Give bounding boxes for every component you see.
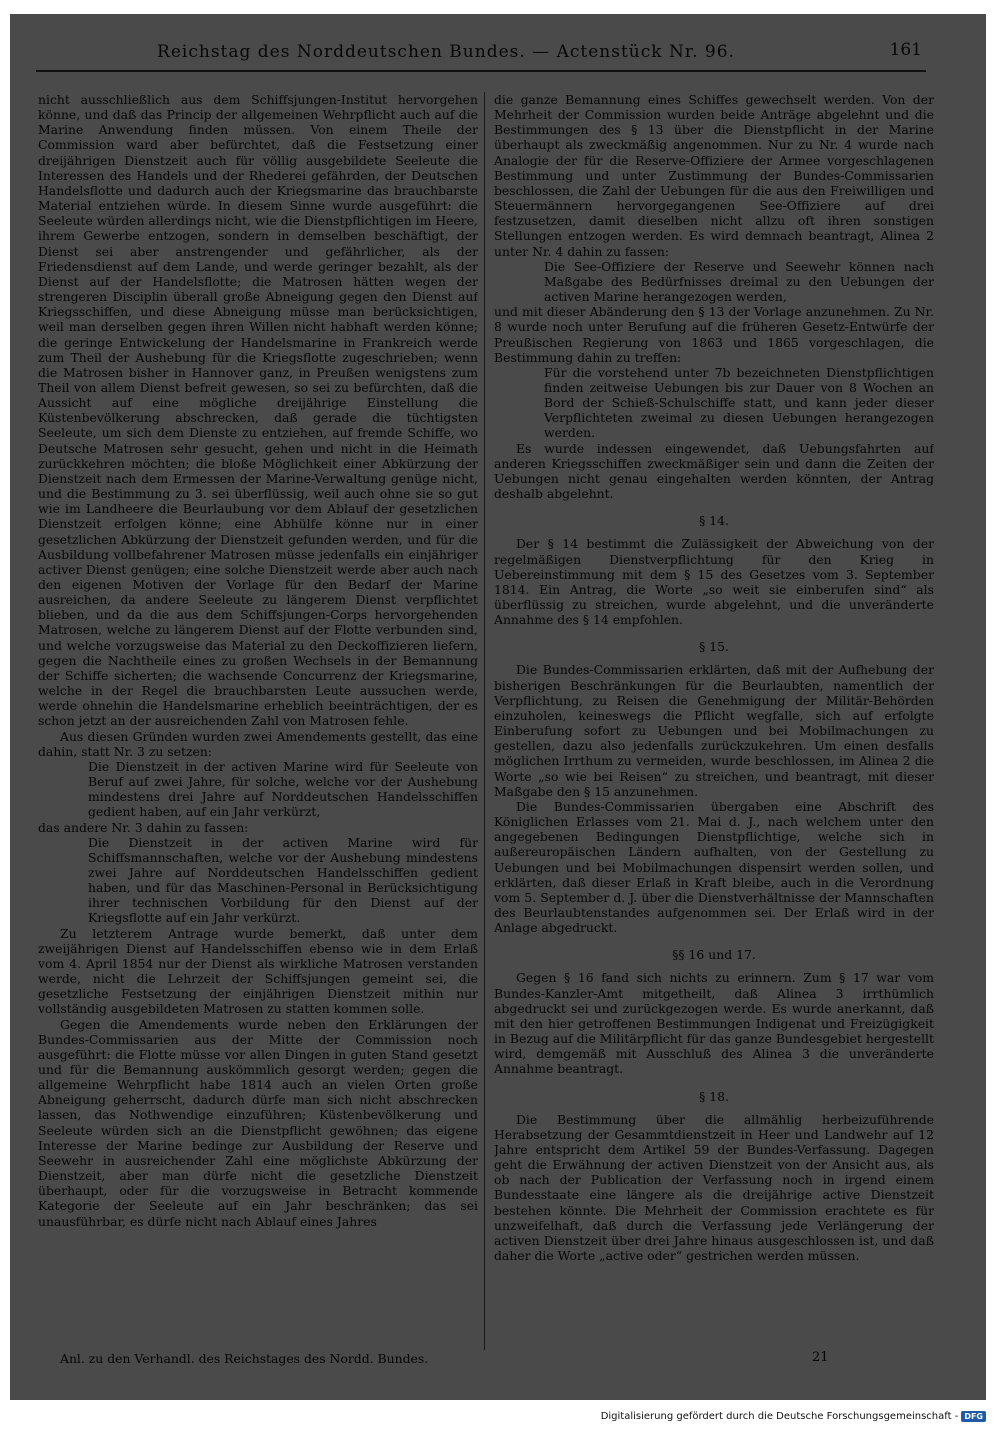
paragraph: Die Bundes-Commissarien erklärten, daß mit der Aufhebung der bisherigen Beschränkungen für die Beurlaubten, namentlich der Verpflichtung, zu Reisen die Genehmigung der Militär-Behörden einzuholen, keineswegs die Pflicht wegfalle, sich auf erfolgte Einberufung sofort zu Uebungen und bei Mobilmachungen zu gestellen, dazu also jedenfalls zurückzukehren. Um einen desfalls möglichen Irrthum zu vermeiden, wurde beschlossen, im Alinea 2 die Worte „so wie bei Reisen“ zu streichen, und beantragt, mit dieser Maßgabe den § 15 anzunehmen. — [494, 662, 934, 799]
header-rule — [36, 70, 926, 72]
section-heading: § 18. — [699, 1088, 729, 1104]
paragraph: das andere Nr. 3 dahin zu fassen: — [38, 819, 249, 835]
paragraph: nicht ausschließlich aus dem Schiffsjungen-Institut hervorgehen könne, und daß das Princip der allgemeinen Wehrpflicht auch auf die Marine Anwendung finden müssen. Von einem Theile der Commission ward aber befürchtet, daß die Festsetzung einer dreijährigen Dienstzeit auch für völlig ausgebildete Seeleute die Interessen des Handels und der Rhederei gefährden, der Deutschen Handelsflotte und dadurch auch der Kriegsmarine das brauchbarste Material entziehen würde. In diesem Sinne wurde ausgeführt: die Seeleute würden allerdings nicht, wie die Dienstpflichtigen im Heere, ihrem Gewerbe entzogen, sondern in demselben beschäftigt, der Dienst sei aber anstrengender und gefährlicher, als der Friedensdienst auf dem Lande, und werde geringer bezahlt, als der Dienst auf der Handelsflotte; die Matrosen hätten wegen der strengeren Disciplin überall große Abneigung gegen den Dienst auf Kriegsschiffen, und diese Abneigung müsse man berücksichtigen, weil man derselben gegen ihren Willen nicht habhaft werden könne; die geringe Entwickelung der Handelsmarine in Frankreich werde zum Theil der Aushebung für die Kriegsflotte zugeschrieben; wenn die Matrosen bisher in Hannover ganz, in Preußen wenigstens zum Theil von allem Dienst befreit gewesen, so sei zu befürchten, daß die Aussicht auf eine mögliche dreijährige Einstellung die Küstenbevölkerung abschrecken, daß gerade die tüchtigsten Seeleute, um sich dem Dienste zu entziehen, auf fremde Schiffe, wo Deutsche Matrosen sehr gesucht, gehen und nicht in die Heimath zurückkehren möchten; die bloße Möglichkeit einer Abkürzung der Dienstzeit nach dem Ermessen der Marine-Verwaltung genüge nicht, und die Bestimmung zu 3. sei überflüssig, weil auch ohne sie so gut wie im Landheere die Beurlaubung vor dem Ablauf der gesetzlichen Dienstzeit erfolgen könne; eine Abhülfe könne nur in einer gesetzlichen Abkürzung der Dienstzeit gefunden werden, und für die Ausbildung vollbefahrener Matrosen müsse jedenfalls ein einjähriger activer Dienst genügen; eine solche Dienstzeit werde aber auch nach den eigenen Motiven der Vorlage für den Bedarf der Marine ausreichen, da andere Seeleute zu längerem Dienst verpflichtet blieben, und da die aus dem Schiffsjungen-Corps hervorgehenden Matrosen, welche zu längerem Dienst auf der Flotte verbunden sind, und welche vorzugsweise das Material zu den Deckoffizieren liefern, gegen die Nachtheile eines zu großen Wechsels in der Bemannung der Schiffe sicherten; die wachsende Concurrenz der Kriegsmarine, welche in der Regel die brauchbarsten Leute aussuchen werde, werde ohnehin die Handelsmarine erheblich beeinträchtigen, der es schon jetzt an der ausreichenden Zahl von Matrosen fehle. — [38, 92, 478, 729]
quoted-provision: Die See-Offiziere der Reserve und Seewehr können nach Maßgabe des Bedürfnisses dreimal zu den Uebungen der activen Marine herangezogen werden, — [544, 258, 934, 305]
dfg-logo: DFG — [961, 1411, 986, 1422]
paragraph: Der § 14 bestimmt die Zulässigkeit der Abweichung von der regelmäßigen Dienstverpflichtung für den Krieg in Uebereinstimmung mit dem § 15 des Gesetzes vom 3. September 1814. Ein Antrag, die Worte „so weit sie einberufen sind“ als überflüssig zu streichen, wurde abgelehnt, und die unveränderte Annahme des § 14 empfohlen. — [494, 536, 934, 628]
section-heading: § 14. — [699, 513, 729, 529]
section-heading: § 15. — [699, 639, 729, 655]
quoted-provision: Die Dienstzeit in der activen Marine wird für Seeleute von Beruf auf zwei Jahre, für solche, welche vor der Aushebung mindestens drei Jahre auf Norddeutschen Handelsschiffen gedient haben, auf ein Jahr verkürzt, — [88, 758, 478, 820]
paragraph: die ganze Bemannung eines Schiffes gewechselt werden. Von der Mehrheit der Commission wurden beide Anträge abgelehnt und die Bestimmungen des § 13 über die Dienstpflicht in der Marine überhaupt als zweckmäßig angenommen. Nur zu Nr. 4 wurde nach Analogie der für die Reserve-Offiziere der Armee vorgeschlagenen Bestimmung und unter Zustimmung der Bundes-Commissarien beschlossen, die Zahl der Uebungen für die aus den Freiwilligen und Steuermännern hervorgegangenen See-Offiziere auf drei festzusetzen, damit dieselben nicht allzu oft ihren sonstigen Stellungen entzogen werden. Es wird demnach beantragt, Alinea 2 unter Nr. 4 dahin zu fassen: — [494, 92, 934, 259]
paragraph: und mit dieser Abänderung den § 13 der Vorlage anzunehmen. Zu Nr. 8 wurde noch unter Berufung auf die früheren Gesetz-Entwürfe der Preußischen Regierung von 1863 und 1865 vorgeschlagen, die Bestimmung dahin zu treffen: — [494, 304, 934, 365]
credit-text: Digitalisierung gefördert durch die Deutsche Forschungsgemeinschaft - — [600, 1411, 959, 1422]
digitization-credit — [601, 1411, 986, 1422]
paragraph: Gegen § 16 fand sich nichts zu erinnern. Zum § 17 war vom Bundes-Kanzler-Amt mitgetheilt, daß Alinea 3 irrthümlich abgedruckt sei und zurückgezogen werde. Es wurde anerkannt, daß mit den hier getroffenen Bestimmungen Indigenat und Freizügigkeit in Bezug auf die Militärpflicht für das ganze Bundesgebiet hergestellt wird, demgemäß mit Ausschluß des Alinea 3 die unveränderte Annahme beantragt. — [494, 970, 934, 1077]
quoted-provision: Die Dienstzeit in der activen Marine wird für Schiffsmannschaften, welche vor der Aushebung mindestens zwei Jahre auf Norddeutschen Handelsschiffen gedient haben, und für das Maschinen-Personal in Berücksichtigung ihrer technischen Vorbildung für den Dienst auf der Kriegsflotte auf ein Jahr verkürzt. — [88, 834, 478, 926]
footer-note: Anl. zu den Verhandl. des Reichstages des Nordd. Bundes. — [60, 1351, 429, 1366]
paragraph: Zu letzterem Antrage wurde bemerkt, daß unter dem zweijährigen Dienst auf Handelsschiffen ebenso wie in dem Erlaß vom 4. April 1854 nur der Dienst als wirkliche Matrosen verstanden werde, nicht die Lehrzeit der Schiffsjungen gemeint sei, die gesetzliche Festsetzung der einjährigen Dienstzeit mithin nur vollständig ausgebildeten Matrosen zu statten kommen solle. — [38, 925, 478, 1017]
section-heading: §§ 16 und 17. — [672, 947, 756, 963]
paragraph: Es wurde indessen eingewendet, daß Uebungsfahrten auf anderen Kriegsschiffen zweckmäßiger sein und dann die Zeiten der Uebungen nicht genau eingehalten werden könnten, der Antrag deshalb abgelehnt. — [494, 440, 934, 502]
quoted-provision: Für die vorstehend unter 7b bezeichneten Dienstpflichtigen finden zeitweise Uebungen bis zur Dauer von 8 Wochen an Bord der Schieß-Schulschiffe statt, und kann jeder dieser Verpflichteten zweimal zu diesen Uebungen herangezogen werden. — [544, 364, 934, 441]
page-header — [16, 36, 966, 76]
paragraph: Aus diesen Gründen wurden zwei Amendements gestellt, das eine dahin, statt Nr. 3 zu setzen: — [38, 728, 478, 759]
right-column — [494, 92, 934, 1372]
paragraph: Die Bundes-Commissarien übergaben eine Abschrift des Königlichen Erlasses vom 21. Mai d. J., nach welchem unter den angegebenen Bedingungen Dienstpflichtige, welche sich in außereuropäischen Ländern aufhalten, von der Gestellung zu Uebungen und bei Mobilmachungen dispensirt werden sollen, und erklärten, daß dieser Erlaß in Kraft bleibe, auch in die Verordnung vom 5. September d. J. über die Dienstverhältnisse der Mannschaften des Beurlaubtenstandes aufgenommen sei. Der Erlaß wird in der Anlage abgedruckt. — [494, 798, 934, 936]
column-divider — [484, 92, 485, 1350]
left-column — [38, 92, 478, 1382]
paragraph: Die Bestimmung über die allmählig herbeizuführende Herabsetzung der Gesammtdienstzeit in Heer und Landwehr auf 12 Jahre entspricht dem Artikel 59 der Bundes-Verfassung. Dagegen geht die Erwähnung der activen Dienstzeit von der Ansicht aus, als ob nach der Publication der Verfassung noch in irgend einem Bundesstaate eine längere als die dreijährige active Dienstzeit bestehen könnte. Die Mehrheit der Commission erachtete es für unzweifelhaft, daß durch die Verfassung jede Verlängerung der activen Dienstzeit über drei Jahre hinaus ausgeschlossen ist, und daß daher die Worte „active oder“ gestrichen werden müssen. — [494, 1111, 934, 1264]
sheet-number: 21 — [812, 1350, 829, 1365]
paragraph: Gegen die Amendements wurde neben den Erklärungen der Bundes-Commissarien aus der Mitte der Commission noch ausgeführt: die Flotte müsse vor allen Dingen in guten Stand gesetzt und für die Bemannung auskömmlich gesorgt werden; gegen die allgemeine Wehrpflicht habe 1814 auch an vielen Orten große Abneigung geherrscht, dadurch dürfe man sich nicht abschrecken lassen, das Nothwendige einzuführen; Küstenbevölkerung und Seeleute würden sich an die Dienstpflicht gewöhnen; das eigene Interesse der Marine bedinge zur Ausbildung der Reserve und Seewehr in ausreichender Zahl eine möglichste Abkürzung der Dienstzeit, aber man dürfe nicht die gesetzliche Dienstzeit überhaupt, oder für die vorzugsweise in Betracht kommende Kategorie der Seeleute auf ein Jahr beschränken; das sei unausführbar, es dürfe nicht nach Ablauf eines Jahres — [38, 1016, 478, 1229]
running-title: Reichstag des Norddeutschen Bundes. — Actenstück Nr. 96. — [157, 42, 735, 62]
page-number: 161 — [889, 40, 922, 60]
